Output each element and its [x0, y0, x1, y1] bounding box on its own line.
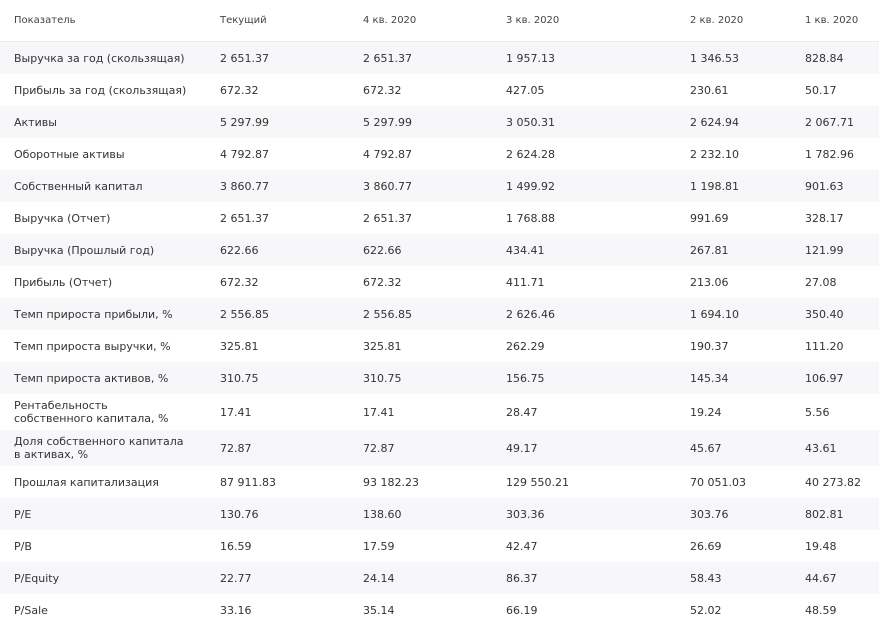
- cell-q1-2020: 121.99: [805, 243, 844, 257]
- table-row: [0, 594, 879, 626]
- cell-q4-2020: 35.14: [363, 603, 395, 617]
- cell-q1-2020: 106.97: [805, 371, 844, 385]
- cell-q4-2020: 72.87: [363, 441, 395, 455]
- table-row: [0, 138, 879, 170]
- row-label: Собственный капитал: [14, 179, 143, 193]
- row-label: Активы: [14, 115, 57, 129]
- cell-current: 325.81: [220, 339, 259, 353]
- cell-q3-2020: 2 626.46: [506, 307, 555, 321]
- cell-q4-2020: 5 297.99: [363, 115, 412, 129]
- cell-current: 17.41: [220, 405, 252, 419]
- row-label: Темп прироста активов, %: [14, 371, 169, 385]
- cell-q2-2020: 1 198.81: [690, 179, 739, 193]
- cell-current: 622.66: [220, 243, 259, 257]
- table-header-row: [0, 0, 879, 42]
- cell-q4-2020: 17.59: [363, 539, 395, 553]
- cell-current: 72.87: [220, 441, 252, 455]
- header-q1-2020: 1 кв. 2020: [805, 15, 859, 26]
- cell-q2-2020: 26.69: [690, 539, 722, 553]
- table-row: [0, 394, 879, 430]
- table-row: [0, 234, 879, 266]
- header-current: Текущий: [220, 15, 267, 26]
- cell-q1-2020: 43.61: [805, 441, 837, 455]
- table-row: [0, 562, 879, 594]
- row-label: Доля собственного капитала в активах, %: [14, 435, 184, 461]
- cell-q1-2020: 27.08: [805, 275, 837, 289]
- row-label: Оборотные активы: [14, 147, 125, 161]
- row-label: Выручка (Отчет): [14, 211, 111, 225]
- cell-current: 3 860.77: [220, 179, 269, 193]
- cell-q2-2020: 70 051.03: [690, 475, 746, 489]
- cell-q2-2020: 213.06: [690, 275, 729, 289]
- row-label: P/B: [14, 539, 32, 553]
- cell-current: 33.16: [220, 603, 252, 617]
- table-row: [0, 266, 879, 298]
- cell-q1-2020: 48.59: [805, 603, 837, 617]
- table-row: [0, 430, 879, 466]
- cell-q2-2020: 19.24: [690, 405, 722, 419]
- table-row: [0, 498, 879, 530]
- cell-q3-2020: 1 957.13: [506, 51, 555, 65]
- cell-q3-2020: 28.47: [506, 405, 538, 419]
- cell-q3-2020: 2 624.28: [506, 147, 555, 161]
- cell-q4-2020: 17.41: [363, 405, 395, 419]
- cell-q4-2020: 138.60: [363, 507, 402, 521]
- table-row: [0, 530, 879, 562]
- header-q4-2020: 4 кв. 2020: [363, 15, 417, 26]
- row-label: P/Sale: [14, 603, 48, 617]
- cell-q1-2020: 50.17: [805, 83, 837, 97]
- row-label: Темп прироста прибыли, %: [14, 307, 173, 321]
- cell-q4-2020: 672.32: [363, 275, 402, 289]
- cell-current: 5 297.99: [220, 115, 269, 129]
- cell-current: 672.32: [220, 83, 259, 97]
- table-row: [0, 74, 879, 106]
- cell-q1-2020: 828.84: [805, 51, 844, 65]
- cell-q3-2020: 49.17: [506, 441, 538, 455]
- cell-q4-2020: 4 792.87: [363, 147, 412, 161]
- cell-current: 2 556.85: [220, 307, 269, 321]
- cell-q1-2020: 2 067.71: [805, 115, 854, 129]
- cell-q2-2020: 58.43: [690, 571, 722, 585]
- cell-q2-2020: 45.67: [690, 441, 722, 455]
- cell-current: 2 651.37: [220, 51, 269, 65]
- cell-q1-2020: 350.40: [805, 307, 844, 321]
- cell-q1-2020: 111.20: [805, 339, 844, 353]
- row-label: Выручка (Прошлый год): [14, 243, 155, 257]
- header-q3-2020: 3 кв. 2020: [506, 15, 560, 26]
- table-row: [0, 298, 879, 330]
- cell-q3-2020: 411.71: [506, 275, 545, 289]
- cell-q2-2020: 145.34: [690, 371, 729, 385]
- row-label: Прибыль (Отчет): [14, 275, 113, 289]
- cell-q1-2020: 19.48: [805, 539, 837, 553]
- row-label: Рентабельность собственного капитала, %: [14, 399, 169, 425]
- table-row: [0, 362, 879, 394]
- cell-q1-2020: 5.56: [805, 405, 830, 419]
- cell-q3-2020: 1 768.88: [506, 211, 555, 225]
- cell-q3-2020: 434.41: [506, 243, 545, 257]
- cell-q4-2020: 3 860.77: [363, 179, 412, 193]
- cell-q3-2020: 86.37: [506, 571, 538, 585]
- cell-current: 2 651.37: [220, 211, 269, 225]
- cell-q1-2020: 40 273.82: [805, 475, 861, 489]
- cell-q4-2020: 93 182.23: [363, 475, 419, 489]
- row-label: Темп прироста выручки, %: [14, 339, 171, 353]
- row-label: Выручка за год (скользящая): [14, 51, 185, 65]
- cell-q4-2020: 2 556.85: [363, 307, 412, 321]
- cell-q2-2020: 1 346.53: [690, 51, 739, 65]
- cell-q3-2020: 427.05: [506, 83, 545, 97]
- cell-q4-2020: 325.81: [363, 339, 402, 353]
- cell-q3-2020: 156.75: [506, 371, 545, 385]
- cell-q3-2020: 1 499.92: [506, 179, 555, 193]
- cell-current: 4 792.87: [220, 147, 269, 161]
- cell-q4-2020: 2 651.37: [363, 51, 412, 65]
- cell-q2-2020: 303.76: [690, 507, 729, 521]
- table-row: [0, 466, 879, 498]
- row-label: Прошлая капитализация: [14, 475, 159, 489]
- table-row: [0, 330, 879, 362]
- cell-q1-2020: 901.63: [805, 179, 844, 193]
- table-row: [0, 202, 879, 234]
- cell-q3-2020: 303.36: [506, 507, 545, 521]
- cell-q2-2020: 190.37: [690, 339, 729, 353]
- table-row: [0, 106, 879, 138]
- cell-q4-2020: 24.14: [363, 571, 395, 585]
- table-row: [0, 170, 879, 202]
- table-row: [0, 42, 879, 74]
- cell-current: 310.75: [220, 371, 259, 385]
- cell-q1-2020: 44.67: [805, 571, 837, 585]
- cell-q2-2020: 2 232.10: [690, 147, 739, 161]
- cell-q4-2020: 672.32: [363, 83, 402, 97]
- cell-q2-2020: 1 694.10: [690, 307, 739, 321]
- cell-q2-2020: 267.81: [690, 243, 729, 257]
- cell-current: 130.76: [220, 507, 259, 521]
- cell-q1-2020: 328.17: [805, 211, 844, 225]
- cell-q4-2020: 310.75: [363, 371, 402, 385]
- cell-q2-2020: 230.61: [690, 83, 729, 97]
- row-label: P/Equity: [14, 571, 60, 585]
- header-q2-2020: 2 кв. 2020: [690, 15, 744, 26]
- cell-current: 87 911.83: [220, 475, 276, 489]
- cell-q3-2020: 129 550.21: [506, 475, 569, 489]
- cell-q2-2020: 991.69: [690, 211, 729, 225]
- cell-q1-2020: 1 782.96: [805, 147, 854, 161]
- cell-q3-2020: 262.29: [506, 339, 545, 353]
- cell-q4-2020: 2 651.37: [363, 211, 412, 225]
- cell-q2-2020: 52.02: [690, 603, 722, 617]
- cell-q3-2020: 3 050.31: [506, 115, 555, 129]
- cell-q4-2020: 622.66: [363, 243, 402, 257]
- cell-current: 672.32: [220, 275, 259, 289]
- cell-q3-2020: 66.19: [506, 603, 538, 617]
- cell-q2-2020: 2 624.94: [690, 115, 739, 129]
- cell-q3-2020: 42.47: [506, 539, 538, 553]
- row-label: P/E: [14, 507, 32, 521]
- cell-q1-2020: 802.81: [805, 507, 844, 521]
- row-label: Прибыль за год (скользящая): [14, 83, 187, 97]
- cell-current: 16.59: [220, 539, 252, 553]
- cell-current: 22.77: [220, 571, 252, 585]
- header-indicator: Показатель: [14, 15, 76, 26]
